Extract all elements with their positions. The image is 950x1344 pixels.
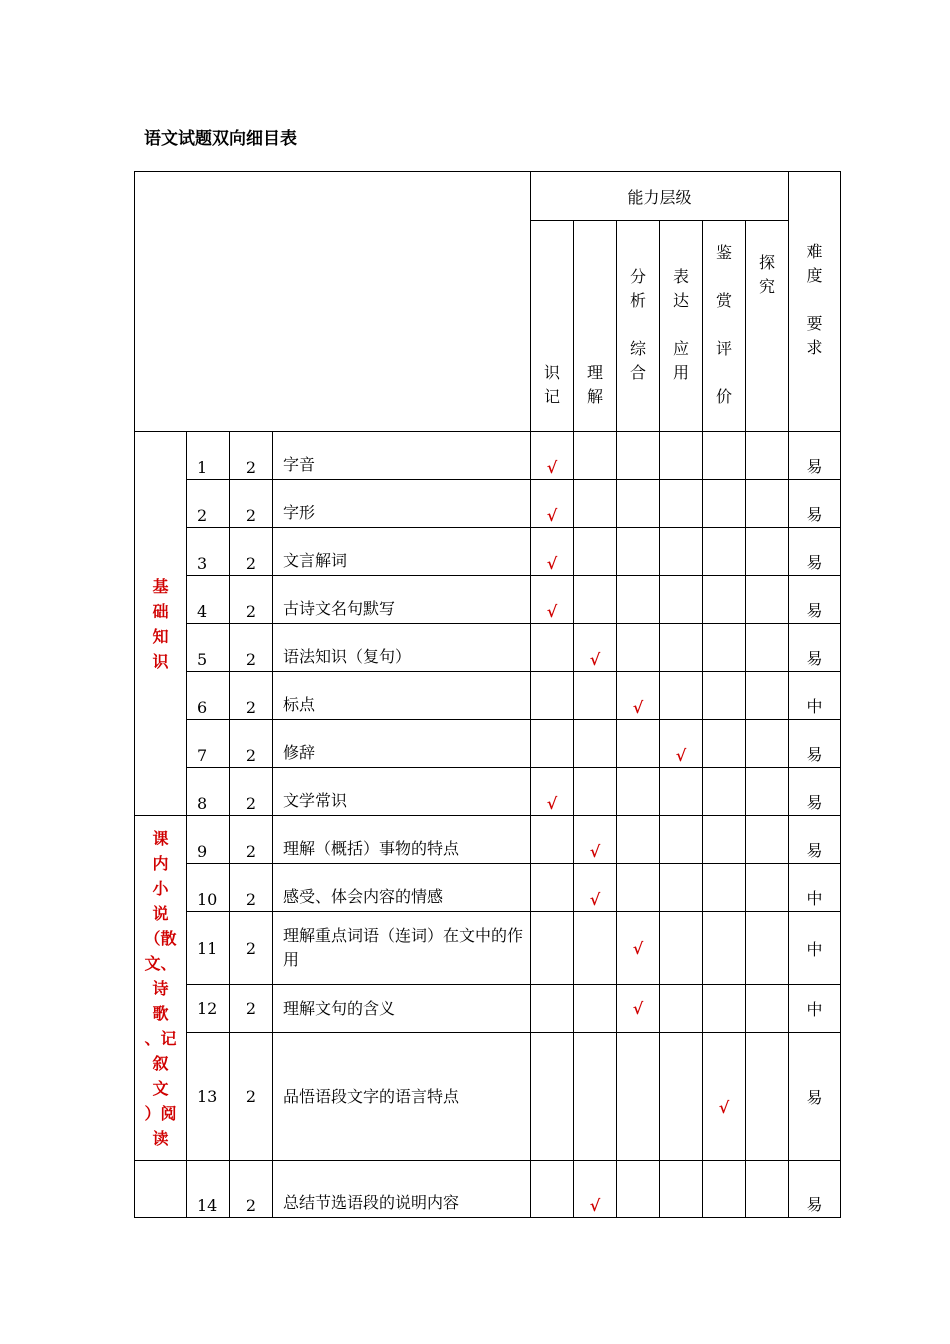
level-cell [746,528,789,576]
category-cell [135,432,187,816]
table-row [135,576,841,624]
table-row [135,528,841,576]
question-number: 14 [187,1161,230,1218]
question-score: 2 [230,672,273,720]
check-mark-icon: √ [617,672,660,720]
level-cell [574,985,617,1033]
question-topic: 标点 [273,672,531,720]
question-topic: 品悟语段文字的语言特点 [273,1033,531,1161]
level-cell [746,432,789,480]
question-score: 2 [230,624,273,672]
level-cell [703,864,746,912]
category-char: 读 [152,1128,169,1148]
level-cell [703,528,746,576]
level-cell [531,912,574,985]
difficulty-header [789,172,841,432]
level-cell [660,672,703,720]
question-topic: 感受、体会内容的情感 [273,864,531,912]
level-cell [660,528,703,576]
question-score: 2 [230,1161,273,1218]
level-cell [746,672,789,720]
level-cell [617,720,660,768]
header-char: 理 [586,363,603,382]
level-cell [660,864,703,912]
category-char: 础 [152,601,169,621]
level-cell [617,768,660,816]
level-cell [617,576,660,624]
table-row [135,1033,841,1161]
level-cell [617,480,660,528]
header-char: 分 [629,267,646,286]
check-mark-icon: √ [531,576,574,624]
level-cell [574,480,617,528]
question-score: 2 [230,1033,273,1161]
category-char: 课 [152,828,169,848]
category-char: 识 [152,651,169,671]
question-topic: 字音 [273,432,531,480]
question-number: 5 [187,624,230,672]
header-char: 达 [672,291,689,310]
level-cell [703,768,746,816]
category-cell [135,816,187,1161]
header-char: 赏 [715,291,732,310]
level-cell [617,1161,660,1218]
header-char: 度 [806,266,823,285]
question-topic: 古诗文名句默写 [273,576,531,624]
question-number: 13 [187,1033,230,1161]
level-cell [660,624,703,672]
category-char: 文、 [144,953,177,973]
header-char [715,361,733,385]
check-mark-icon: √ [660,720,703,768]
level-cell [703,480,746,528]
level-cell [531,816,574,864]
difficulty-value: 易 [789,624,841,672]
difficulty-value: 易 [789,768,841,816]
check-mark-icon: √ [574,864,617,912]
question-number: 12 [187,985,230,1033]
level-cell [660,1161,703,1218]
question-number: 9 [187,816,230,864]
question-score: 2 [230,816,273,864]
level-cell [531,1161,574,1218]
category-char: 歌 [152,1003,169,1023]
header-char [715,265,733,289]
level-cell [746,576,789,624]
level-cell [617,528,660,576]
level-cell [574,672,617,720]
level-header-biaoda [660,221,703,432]
category-char: 知 [152,626,169,646]
check-mark-icon: √ [574,1161,617,1218]
ability-group-header: 能力层级 [531,172,789,221]
level-cell [703,1161,746,1218]
level-cell [660,576,703,624]
level-cell [574,432,617,480]
check-mark-icon: √ [531,480,574,528]
header-char: 应 [672,339,689,358]
page-title: 语文试题双向细目表 [144,129,297,149]
header-char: 合 [629,363,646,382]
level-cell [660,912,703,985]
level-cell [746,768,789,816]
check-mark-icon: √ [574,624,617,672]
difficulty-value: 中 [789,985,841,1033]
question-score: 2 [230,432,273,480]
header-char: 价 [715,387,732,406]
header-char: 究 [759,277,776,296]
question-number: 4 [187,576,230,624]
level-header-lijie [574,221,617,432]
question-topic: 理解（概括）事物的特点 [273,816,531,864]
check-mark-icon: √ [617,985,660,1033]
level-cell [746,985,789,1033]
level-cell [617,624,660,672]
question-number: 6 [187,672,230,720]
header-char: 表 [672,267,689,286]
level-cell [660,432,703,480]
question-number: 1 [187,432,230,480]
level-cell [531,1033,574,1161]
table-row [135,768,841,816]
difficulty-value: 中 [789,912,841,985]
difficulty-value: 易 [789,576,841,624]
question-topic: 文言解词 [273,528,531,576]
level-header-tanjiu [746,221,789,432]
header-char: 析 [629,291,646,310]
question-number: 3 [187,528,230,576]
question-number: 10 [187,864,230,912]
question-topic: 字形 [273,480,531,528]
check-mark-icon: √ [531,528,574,576]
question-score: 2 [230,720,273,768]
level-cell [746,480,789,528]
header-char [715,313,733,337]
question-topic: 文学常识 [273,768,531,816]
level-cell [574,528,617,576]
level-cell [531,672,574,720]
level-cell [574,576,617,624]
difficulty-value: 中 [789,672,841,720]
question-topic: 理解重点词语（连词）在文中的作用 [273,912,531,985]
level-cell [746,864,789,912]
level-cell [703,432,746,480]
level-cell [703,720,746,768]
header-char [629,313,647,337]
level-cell [746,624,789,672]
header-char: 识 [543,363,560,382]
level-cell [531,720,574,768]
question-number: 7 [187,720,230,768]
category-char: 小 [152,878,169,898]
category-char: 诗 [152,978,169,998]
level-cell [703,672,746,720]
header-char [672,313,690,337]
question-score: 2 [230,480,273,528]
level-cell [617,816,660,864]
level-cell [660,985,703,1033]
question-topic: 语法知识（复句） [273,624,531,672]
header-char: 探 [759,253,776,272]
level-cell [703,912,746,985]
table-row [135,432,841,480]
category-char: （散 [144,928,177,948]
level-cell [660,816,703,864]
question-number: 8 [187,768,230,816]
header-char: 要 [806,314,823,333]
check-mark-icon: √ [574,816,617,864]
level-cell [703,985,746,1033]
level-cell [617,1033,660,1161]
level-cell [574,768,617,816]
table-row [135,864,841,912]
level-cell [703,816,746,864]
difficulty-value: 易 [789,1033,841,1161]
question-topic: 理解文句的含义 [273,985,531,1033]
level-header-fenxi [617,221,660,432]
check-mark-icon: √ [531,432,574,480]
header-char: 综 [629,339,646,358]
table-row [135,912,841,985]
table-row [135,985,841,1033]
difficulty-value: 易 [789,720,841,768]
table-row [135,816,841,864]
header-char: 记 [543,387,560,406]
level-cell [746,1161,789,1218]
level-cell [746,912,789,985]
table-row [135,480,841,528]
category-char: 叙 [152,1053,169,1073]
level-cell [574,1033,617,1161]
level-cell [746,816,789,864]
level-cell [617,432,660,480]
blank-header-cell [135,172,531,432]
level-cell [660,768,703,816]
table-row [135,624,841,672]
level-cell [531,624,574,672]
category-char: 基 [152,576,169,596]
header-char: 解 [586,387,603,406]
category-cell-empty [135,1161,187,1218]
category-char: 文 [152,1078,169,1098]
question-number: 11 [187,912,230,985]
category-char: 说 [152,903,169,923]
category-char: ）阅 [144,1103,177,1123]
difficulty-value: 中 [789,864,841,912]
question-number: 2 [187,480,230,528]
table-row [135,1161,841,1218]
difficulty-value: 易 [789,480,841,528]
level-cell [660,480,703,528]
level-cell [703,624,746,672]
table-row [135,672,841,720]
check-mark-icon: √ [617,912,660,985]
question-score: 2 [230,912,273,985]
level-cell [660,1033,703,1161]
header-char: 求 [806,338,823,357]
level-cell [746,720,789,768]
question-topic: 总结节选语段的说明内容 [273,1161,531,1218]
level-cell [574,912,617,985]
question-score: 2 [230,528,273,576]
difficulty-value: 易 [789,432,841,480]
question-score: 2 [230,576,273,624]
header-char: 评 [715,339,732,358]
level-header-jianshang [703,221,746,432]
category-char: 内 [152,853,169,873]
check-mark-icon: √ [703,1033,746,1161]
level-cell [531,985,574,1033]
header-char: 用 [672,363,689,382]
question-score: 2 [230,768,273,816]
level-cell [703,576,746,624]
spec-table [134,171,841,1218]
question-score: 2 [230,985,273,1033]
question-topic: 修辞 [273,720,531,768]
level-cell [746,1033,789,1161]
header-char [806,288,824,312]
header-char: 鉴 [715,243,732,262]
difficulty-value: 易 [789,528,841,576]
difficulty-value: 易 [789,1161,841,1218]
difficulty-value: 易 [789,816,841,864]
level-cell [617,864,660,912]
header-char: 难 [806,242,823,261]
check-mark-icon: √ [531,768,574,816]
level-header-jiyi [531,221,574,432]
category-char: 、记 [144,1028,177,1048]
question-score: 2 [230,864,273,912]
level-cell [531,864,574,912]
level-cell [574,720,617,768]
table-row [135,720,841,768]
